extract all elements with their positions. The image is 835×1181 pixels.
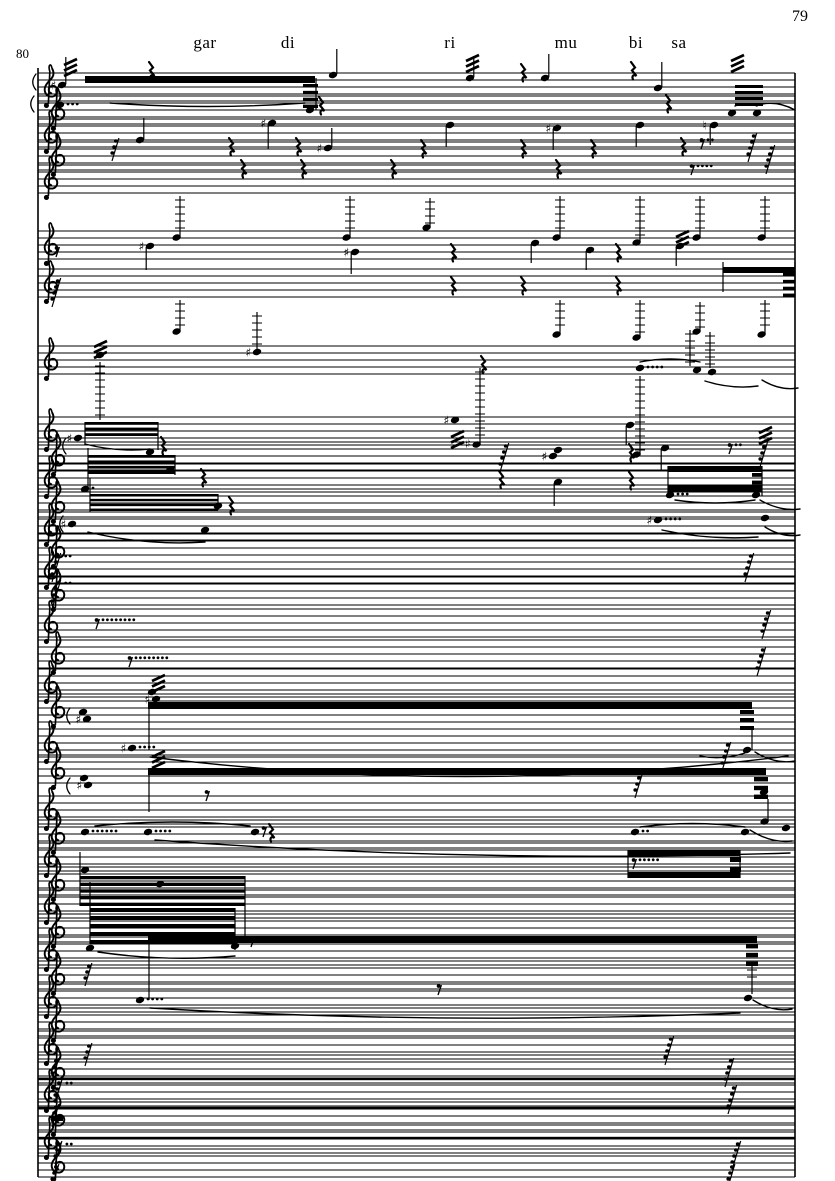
- svg-text:♯: ♯: [76, 778, 83, 793]
- lyric-syllable: gar: [193, 33, 217, 52]
- svg-text:♯: ♯: [50, 78, 57, 93]
- svg-text:♯: ♯: [443, 413, 450, 428]
- svg-text:♯: ♯: [245, 345, 252, 360]
- notation-layer: [31, 49, 800, 1181]
- lyric-syllable: ri: [444, 33, 456, 52]
- measure-number: 80: [16, 46, 29, 61]
- svg-text:♯: ♯: [138, 239, 145, 254]
- page-number: 79: [792, 8, 808, 25]
- svg-text:♯: ♯: [646, 513, 653, 528]
- lyric-syllable: mu: [554, 33, 578, 52]
- lyric-syllable: sa: [671, 33, 687, 52]
- svg-text:♯: ♯: [120, 741, 127, 756]
- svg-text:♯: ♯: [541, 449, 548, 464]
- svg-text:♯: ♯: [60, 517, 67, 532]
- svg-text:♯: ♯: [316, 141, 323, 156]
- lyric-syllable: bi: [628, 33, 644, 52]
- svg-text:♯: ♯: [144, 692, 151, 707]
- svg-text:♯: ♯: [343, 245, 350, 260]
- svg-text:♯: ♯: [260, 116, 267, 131]
- svg-text:♯: ♯: [545, 121, 552, 136]
- svg-text:♯: ♯: [66, 431, 73, 446]
- svg-text:♯: ♯: [75, 712, 82, 727]
- svg-text:♮: ♮: [702, 118, 707, 133]
- svg-text:♯: ♯: [465, 437, 471, 451]
- lyric-syllable: di: [280, 33, 296, 52]
